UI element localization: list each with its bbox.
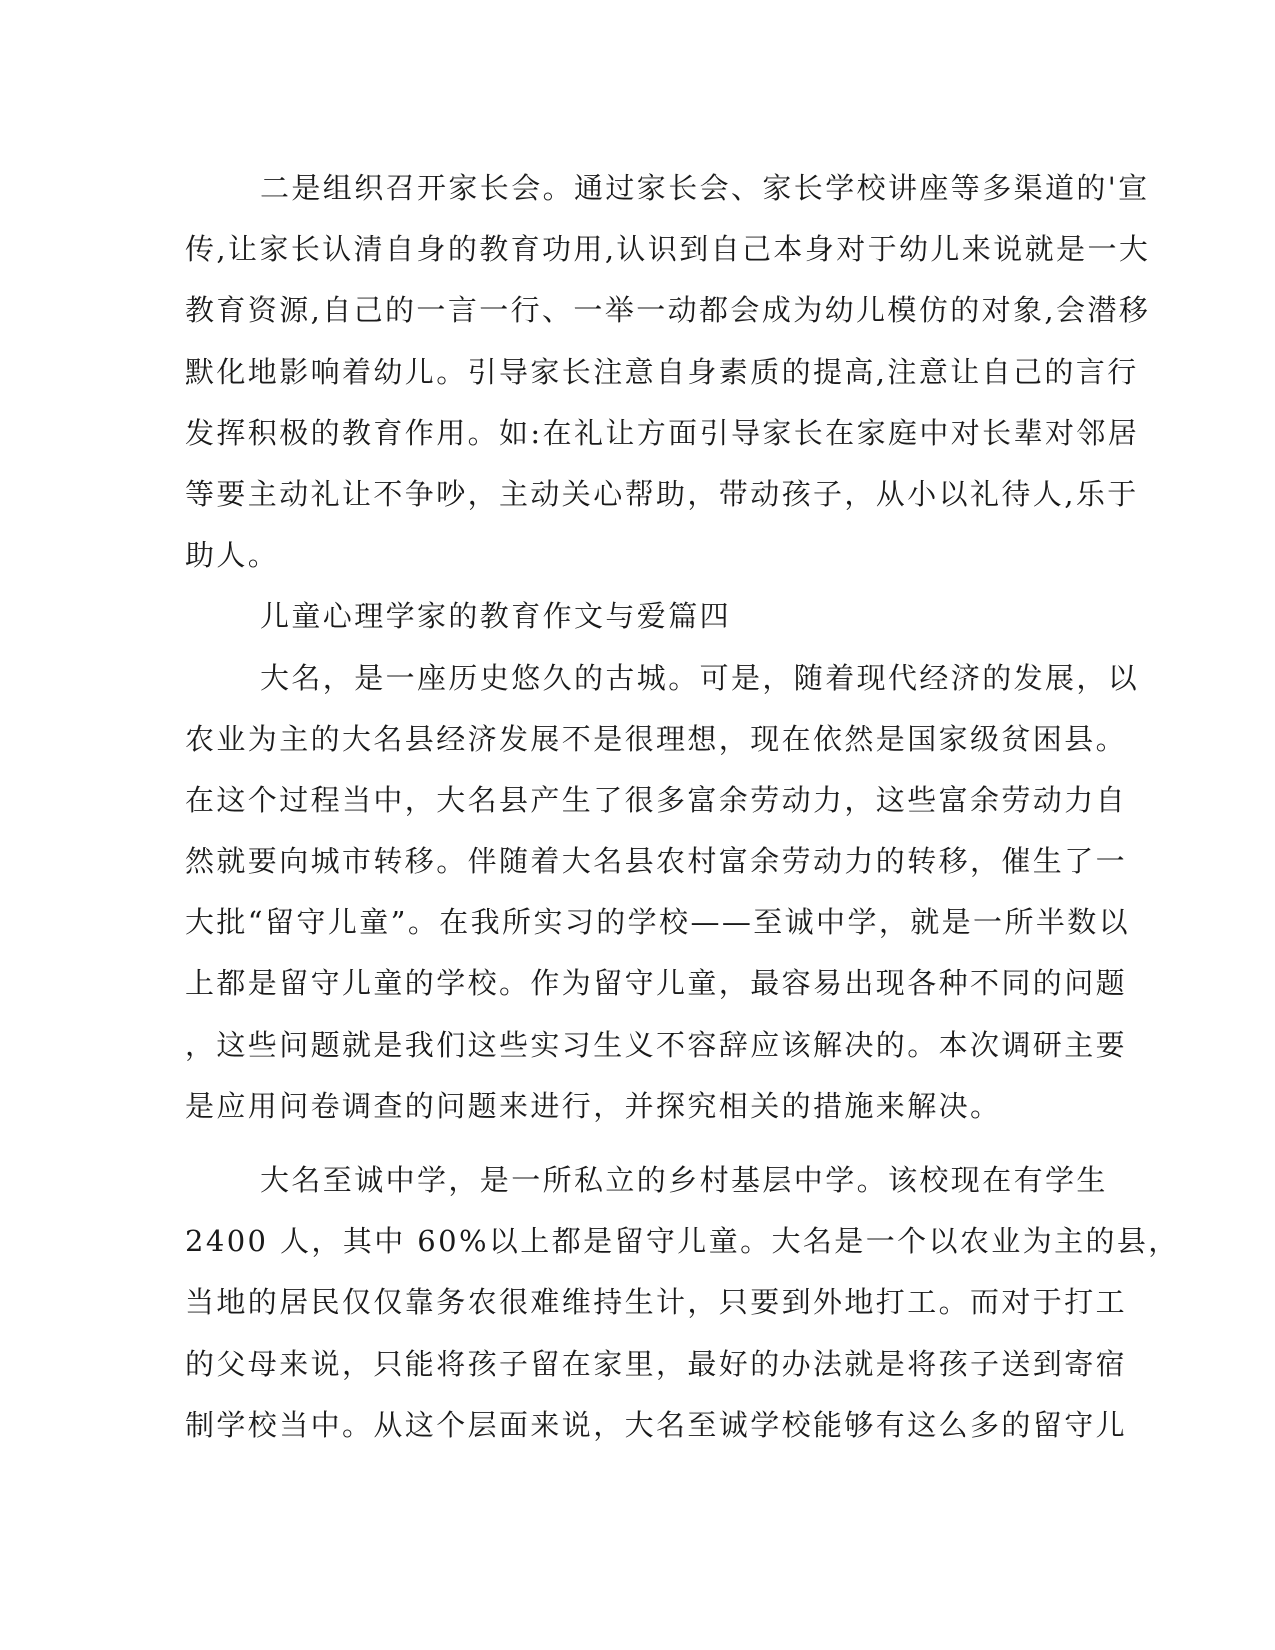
text-line: 大名，是一座历史悠久的古城。可是，随着现代经济的发展，以 — [260, 660, 1140, 695]
text-line: 传,让家长认清自身的教育功用,认识到自己本身对于幼儿来说就是一大 — [185, 232, 1151, 267]
paragraph-gap — [185, 1137, 1065, 1150]
text-line: 助人。 — [185, 538, 280, 573]
text-line: 等要主动礼让不争吵，主动关心帮助，带动孩子，从小以礼待人,乐于 — [185, 476, 1139, 511]
text-line: 是应用问卷调查的问题来进行，并探究相关的措施来解决。 — [185, 1088, 1002, 1123]
paragraph-parent-meeting — [185, 158, 1151, 586]
document-body — [185, 158, 1180, 1456]
text-line: 然就要向城市转移。伴随着大名县农村富余劳动力的转移，催生了一 — [185, 844, 1128, 879]
text-line: 2400 人，其中 60%以上都是留守儿童。大名是一个以农业为主的县， — [185, 1224, 1180, 1259]
text-line: 二是组织召开家长会。通过家长会、家长学校讲座等多渠道的'宣 — [260, 171, 1150, 205]
paragraph-intro — [185, 648, 1140, 1138]
text-line: 默化地影响着幼儿。引导家长注意自身素质的提高,注意让自己的言行 — [185, 354, 1139, 389]
text-line: 农业为主的大名县经济发展不是很理想，现在依然是国家级贫困县。 — [185, 721, 1128, 756]
text-line: 发挥积极的教育作用。如:在礼让方面引导家长在家庭中对长辈对邻居 — [185, 415, 1140, 450]
text-line: 的父母来说，只能将孩子留在家里，最好的办法就是将孩子送到寄宿 — [185, 1346, 1128, 1381]
heading-line: 儿童心理学家的教育作文与爱篇四 — [260, 599, 732, 634]
text-line: 教育资源,自己的一言一行、一举一动都会成为幼儿模仿的对象,会潜移 — [185, 293, 1151, 328]
text-line: 在这个过程当中，大名县产生了很多富余劳动力，这些富余劳动力自 — [185, 782, 1128, 817]
text-line: 大批“留守儿童”。在我所实习的学校——至诚中学，就是一所半数以 — [185, 905, 1131, 940]
text-line: 上都是留守儿童的学校。作为留守儿童，最容易出现各种不同的问题 — [185, 966, 1128, 1001]
paragraph-school — [185, 1150, 1180, 1456]
text-line: 大名至诚中学，是一所私立的乡村基层中学。该校现在有学生 — [260, 1163, 1108, 1197]
text-line: ，这些问题就是我们这些实习生义不容辞应该解决的。本次调研主要 — [185, 1027, 1128, 1062]
text-line: 当地的居民仅仅靠务农很难维持生计，只要到外地打工。而对于打工 — [185, 1285, 1128, 1320]
section-heading — [185, 586, 1065, 647]
text-line: 制学校当中。从这个层面来说，大名至诚学校能够有这么多的留守儿 — [185, 1407, 1128, 1442]
